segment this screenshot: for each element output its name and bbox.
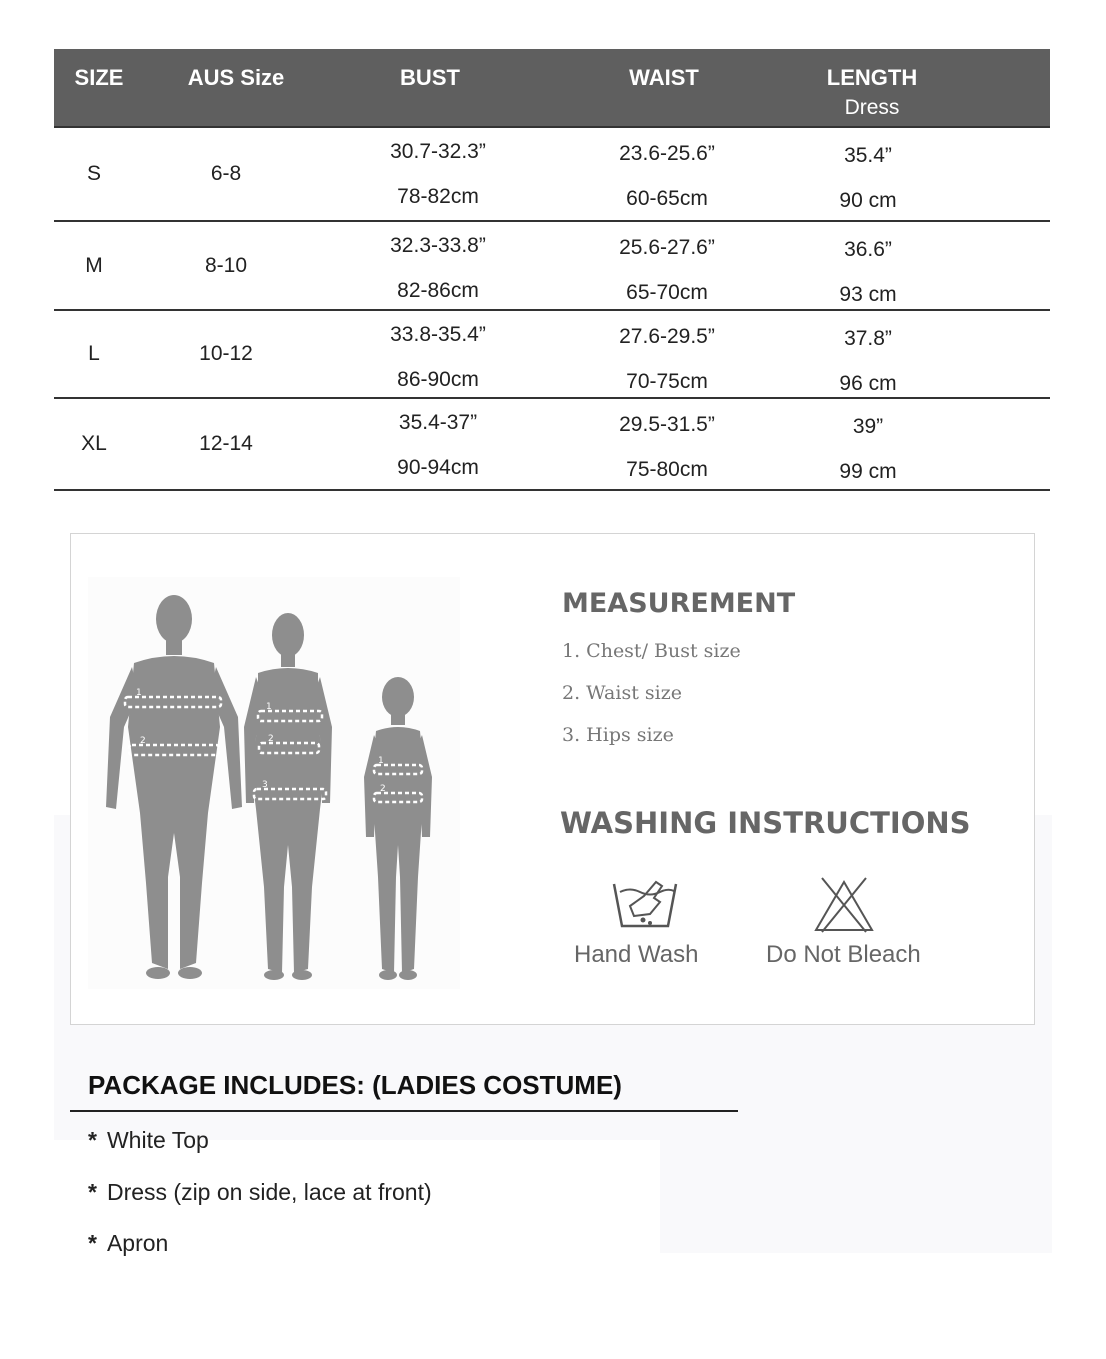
- cell-bust-inches: 33.8-35.4”: [390, 323, 486, 346]
- package-item-label: White Top: [106, 1127, 209, 1153]
- cell-size: S: [86, 162, 101, 185]
- header-length-sub: Dress: [844, 96, 900, 119]
- cell-bust-cm: 82-86cm: [397, 279, 479, 302]
- header-aus-size: AUS Size: [187, 65, 285, 90]
- cell-waist-inches: 29.5-31.5”: [619, 413, 715, 436]
- cell-waist-inches: 25.6-27.6”: [619, 236, 715, 259]
- package-divider: [70, 1110, 738, 1112]
- figure-mark-1b: 1: [266, 702, 272, 712]
- measurement-item-hips: 3. Hips size: [562, 724, 674, 746]
- cell-length-inches: 37.8”: [844, 327, 892, 350]
- figure-mark-2: 2: [140, 736, 146, 746]
- cell-length-inches: 35.4”: [844, 144, 892, 167]
- bullet: *: [88, 1127, 97, 1153]
- package-item-apron: [88, 1230, 168, 1257]
- cell-length-cm: 90 cm: [839, 189, 897, 212]
- cell-length-inches: 36.6”: [844, 238, 892, 261]
- hand-wash-icon: [610, 876, 680, 934]
- cell-waist-inches: 23.6-25.6”: [619, 142, 715, 165]
- cell-aus-size: 10-12: [199, 342, 253, 365]
- table-row: [54, 399, 1050, 491]
- package-title: PACKAGE INCLUDES: (LADIES COSTUME): [88, 1070, 622, 1100]
- cell-size: M: [85, 254, 103, 277]
- cell-aus-size: 8-10: [204, 254, 248, 277]
- washing-title: WASHING INSTRUCTIONS: [560, 806, 971, 840]
- cell-length-inches: 39”: [852, 415, 884, 438]
- bullet: *: [88, 1179, 97, 1205]
- header-size: SIZE: [74, 65, 124, 90]
- cell-waist-inches: 27.6-29.5”: [619, 325, 715, 348]
- cell-length-cm: 96 cm: [839, 372, 897, 395]
- cell-waist-cm: 60-65cm: [626, 187, 708, 210]
- package-item-white-top: [88, 1127, 209, 1154]
- table-row: [54, 222, 1050, 311]
- cell-waist-cm: 65-70cm: [626, 281, 708, 304]
- package-item-dress: [88, 1179, 432, 1206]
- figure-mark-2b: 2: [268, 734, 274, 744]
- hand-wash-label: Hand Wash: [574, 941, 699, 968]
- no-bleach-icon: [812, 876, 876, 934]
- package-item-label: Dress (zip on side, lace at front): [106, 1179, 432, 1205]
- figure-mark-1c: 1: [378, 756, 384, 766]
- cell-length-cm: 99 cm: [839, 460, 897, 483]
- figure-mark-3: 3: [262, 780, 268, 790]
- cell-aus-size: 12-14: [199, 432, 253, 455]
- cell-bust-cm: 78-82cm: [397, 185, 479, 208]
- cell-bust-cm: 86-90cm: [397, 368, 479, 391]
- cell-aus-size: 6-8: [210, 162, 242, 185]
- size-table-header: [54, 49, 1050, 128]
- cell-size: L: [88, 342, 100, 365]
- cell-size: XL: [81, 432, 107, 455]
- measurement-item-waist: 2. Waist size: [562, 682, 682, 704]
- header-length: LENGTH: [826, 65, 918, 90]
- package-item-label: Apron: [106, 1230, 169, 1256]
- cell-length-cm: 93 cm: [839, 283, 897, 306]
- cell-bust-inches: 30.7-32.3”: [390, 140, 486, 163]
- body-figures-icon: [88, 577, 460, 989]
- measurement-item-bust: 1. Chest/ Bust size: [562, 640, 741, 662]
- header-waist: WAIST: [629, 65, 699, 90]
- figure-mark-2c: 2: [380, 784, 386, 794]
- bullet: *: [88, 1230, 97, 1256]
- cell-bust-inches: 35.4-37”: [398, 411, 478, 434]
- figure-mark-1: 1: [136, 688, 142, 698]
- table-row: [54, 311, 1050, 399]
- measurement-title: MEASUREMENT: [562, 588, 796, 619]
- cell-waist-cm: 75-80cm: [626, 458, 708, 481]
- header-bust: BUST: [400, 65, 460, 90]
- no-bleach-label: Do Not Bleach: [766, 941, 921, 968]
- body-figures-svg: [88, 577, 460, 989]
- table-row: [54, 128, 1050, 222]
- cell-waist-cm: 70-75cm: [626, 370, 708, 393]
- cell-bust-inches: 32.3-33.8”: [390, 234, 486, 257]
- cell-bust-cm: 90-94cm: [397, 456, 479, 479]
